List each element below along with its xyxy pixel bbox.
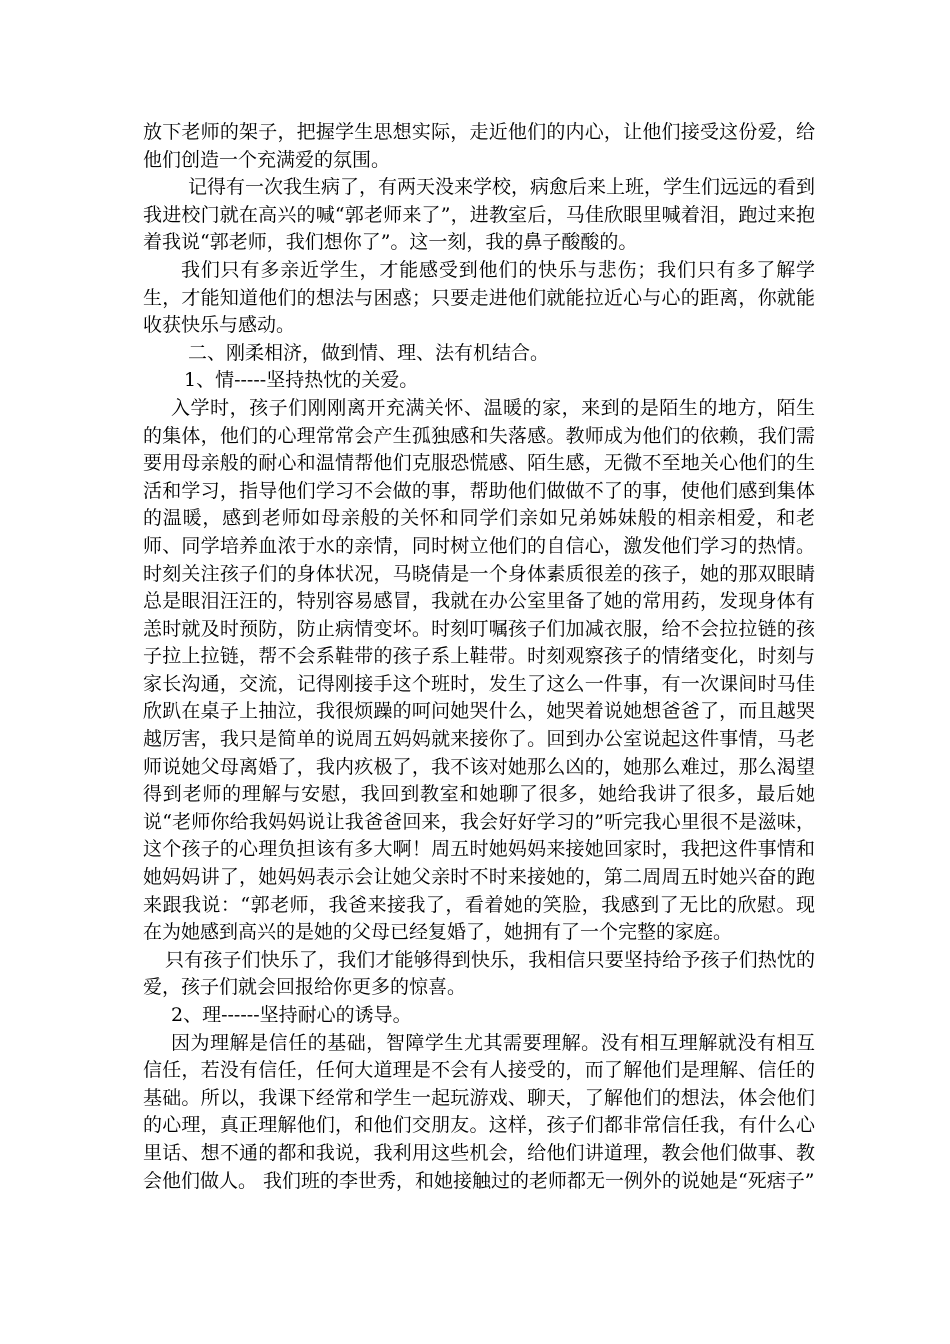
paragraph-continuation: 放下老师的架子，把握学生思想实际，走近他们的内心，让他们接受这份爱，给他们创造一个充满爱的氛围。	[143, 121, 815, 171]
paragraph-emotion-body: 入学时，孩子们刚刚离开充满关怀、温暖的家，来到的是陌生的地方，陌生的集体，他们的心理常常会产生孤独感和失落感。教师成为他们的依赖，我们需要用母亲般的耐心和温情帮他们克服恐慌感、陌生感，无微不至地关心他们的生活和学习，指导他们学习不会做的事，帮助他们做做不了的事，使他们感到集体的温暖，感到老师如母亲般的关怀和同学们亲如兄弟姊妹般的相亲相爱，和老师、同学培养血浓于水的亲情，同时树立他们的自信心，激发他们学习的热情。时刻关注孩子们的身体状况，马晓倩是一个身体素质很差的孩子，她的那双眼睛总是眼泪汪汪的，特别容易感冒，我就在办公室里备了她的常用药，发现身体有恙时就及时预防，防止病情变坏。时刻叮嘱孩子们加减衣服，给不会拉拉链的孩子拉上拉链，帮不会系鞋带的孩子系上鞋带。时刻观察孩子的情绪变化，时刻与家长沟通，交流，记得刚接手这个班时，发生了这么一件事，有一次课间时马佳欣趴在桌子上抽泣，我很烦躁的呵问她哭什么，她哭着说她想爸爸了，而且越哭越厉害，我只是简单的说周五妈妈就来接你了。回到办公室说起这件事情，马老师说她父母离婚了，我内疚极了，我不该对她那么凶的，她那么难过，那么渴望得到老师的理解与安慰，我回到教室和她聊了很多，她给我讲了很多，最后她说“老师你给我妈妈说让我爸爸回来，我会好好学习的”听完我心里很不是滋味，这个孩子的心理负担该有多大啊！周五时她妈妈来接她回家时，我把这件事情和她妈妈讲了，她妈妈表示会让她父亲时不时来接她的，第二周周五时她兴奋的跑来跟我说：“郭老师，我爸来接我了，看着她的笑脸，我感到了无比的欣慰。现在为她感到高兴的是她的父母已经复婚了，她拥有了一个完整的家庭。	[143, 396, 815, 944]
subheading-emotion: 1、情-----坚持热忱的关爱。	[184, 369, 419, 392]
paragraph-emotion-conclusion: 只有孩子们快乐了，我们才能够得到快乐，我相信只要坚持给予孩子们热忱的爱，孩子们就会回报给你更多的惊喜。	[143, 948, 815, 999]
paragraph-get-close: 我们只有多亲近学生，才能感受到他们的快乐与悲伤；我们只有多了解学生，才能知道他们的想法与困惑；只要走进他们就能拉近心与心的距离，你就能收获快乐与感动。	[143, 258, 815, 337]
subheading-reason: 2、理------坚持耐心的诱导。	[171, 1004, 412, 1026]
document-page	[143, 0, 815, 1344]
paragraph-reason-body: 因为理解是信任的基础，智障学生尤其需要理解。没有相互理解就没有相互信任，若没有信任，任何大道理是不会有人接受的，而了解他们是理解、信任的基础。所以，我课下经常和学生一起玩游戏、聊天，了解他们的想法，体会他们的心理，真正理解他们，和他们交朋友。这样，孩子们都非常信任我，有什么心里话、想不通的都和我说，我利用这些机会，给他们讲道理，教会他们做事、教会他们做人。 我们班的李世秀，和她接触过的老师都无一例外的说她是“死痞子”	[143, 1031, 815, 1192]
section-heading-2: 二、刚柔相济，做到情、理、法有机结合。	[188, 341, 550, 364]
paragraph-sick-story: 记得有一次我生病了，有两天没来学校，病愈后来上班，学生们远远的看到我进校门就在高兴的喊“郭老师来了”，进教室后，马佳欣眼里喊着泪，跑过来抱着我说“郭老师，我们想你了”。这一刻，我的鼻子酸酸的。	[143, 176, 816, 254]
